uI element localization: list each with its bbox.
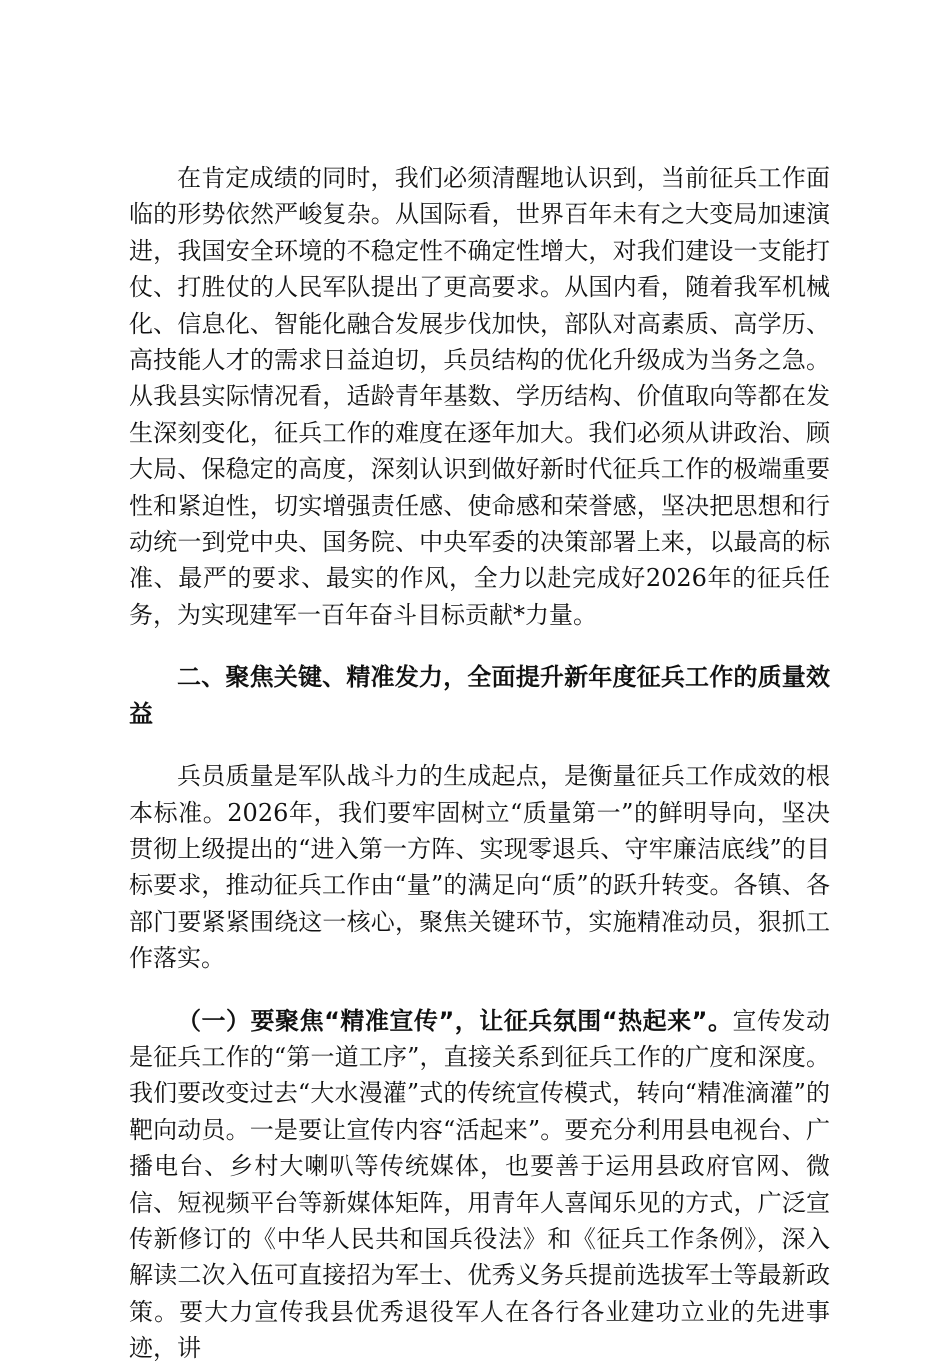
subsection-text-1: 宣传发动是征兵工作的“第一道工序”，直接关系到征兵工作的广度和深度。我们要改变过去“大水漫灌”式的传统宣传模式，转向“精准滴灌”的靶向动员。一是要让宣传内容“活起来”。要充分利用县电视台、广播电台、乡村大喇叭等传统媒体，也要善于运用县政府官网、微信、短视频平台等新媒体矩阵，用青年人喜闻乐见的方式，广泛宣传新修订的《中华人民共和国兵役法》和《征兵工作条例》，深入解读二次入伍可直接招为军士、优秀义务兵提前选拔军士等最新政策。要大力宣传我县优秀退役军人在各行各业建功立业的先进事迹，讲 xyxy=(129,1006,831,1363)
body-paragraph-situation: 在肯定成绩的同时，我们必须清醒地认识到，当前征兵工作面临的形势依然严峻复杂。从国际看，世界百年未有之大变局加速演进，我国安全环境的不稳定性不确定性增大，对我们建设一支能打仗、打胜仗的人民军队提出了更高要求。从国内看，随着我军机械化、信息化、智能化融合发展步伐加快，部队对高素质、高学历、高技能人才的需求日益迫切，兵员结构的优化升级成为当务之急。从我县实际情况看，适龄青年基数、学历结构、价值取向等都在发生深刻变化，征兵工作的难度在逐年加大。我们必须从讲政治、顾大局、保稳定的高度，深刻认识到做好新时代征兵工作的极端重要性和紧迫性，切实增强责任感、使命感和荣誉感，坚决把思想和行动统一到党中央、国务院、中央军委的决策部署上来，以最高的标准、最严的要求、最实的作风，全力以赴完成好2026年的征兵任务，为实现建军一百年奋斗目标贡献*力量。 xyxy=(129,164,830,629)
document-body xyxy=(129,160,830,1367)
body-paragraph-quality: 兵员质量是军队战斗力的生成起点，是衡量征兵工作成效的根本标准。2026年，我们要牢固树立“质量第一”的鲜明导向，坚决贯彻上级提出的“进入第一方阵、实现零退兵、守牢廉洁底线”的目标要求，推动征兵工作由“量”的满足向“质”的跃升转变。各镇、各部门要紧紧围绕这一核心，聚焦关键环节，实施精准动员，狠抓工作落实。 xyxy=(129,762,830,973)
body-paragraph-publicity xyxy=(129,1003,830,1367)
subsection-heading-1: （一）要聚焦“精准宣传”，让征兵氛围“热起来”。 xyxy=(177,1006,733,1035)
section-heading-2: 二、聚焦关键、精准发力，全面提升新年度征兵工作的质量效益 xyxy=(129,663,830,728)
